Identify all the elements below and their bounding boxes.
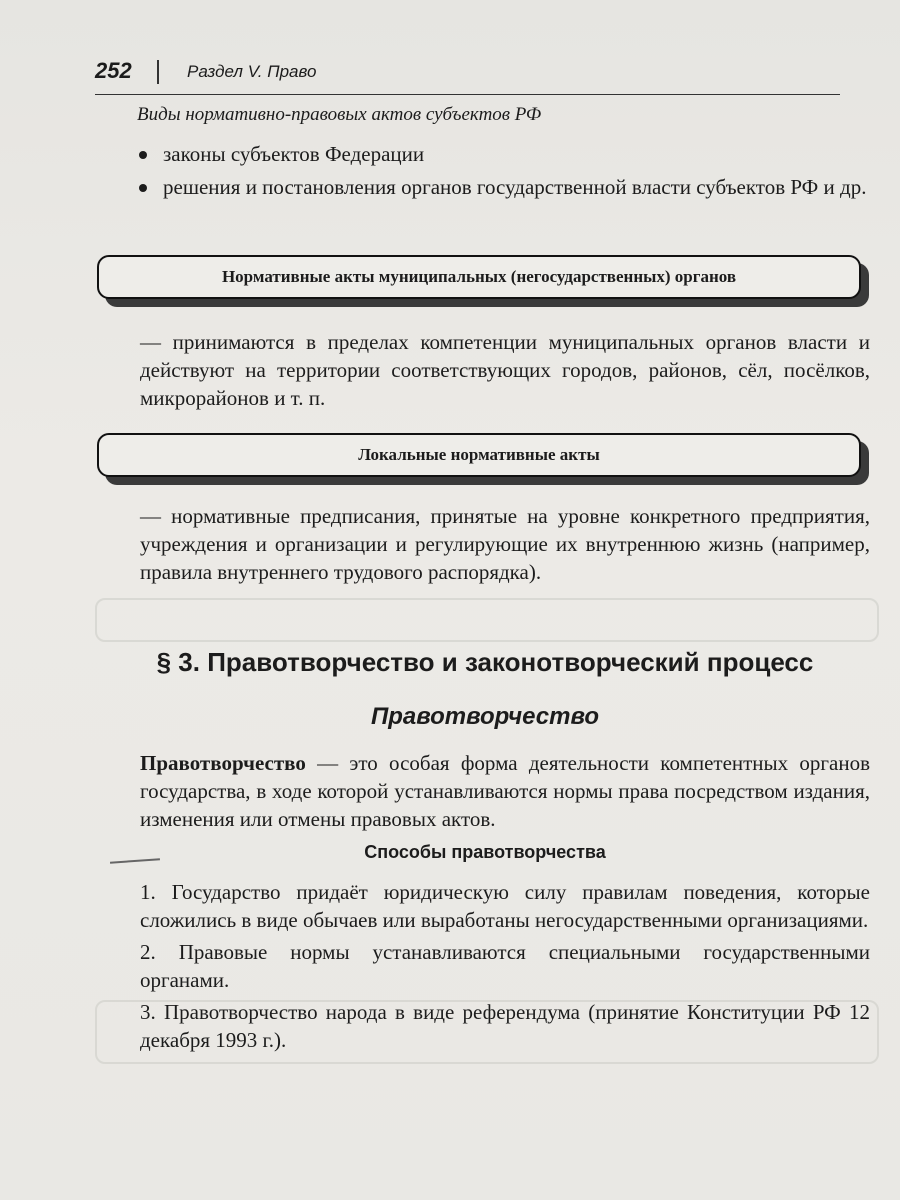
municipal-acts-text: — принимаются в пределах компетенции муниципальных органов власти и действуют на территории соответствующих городов, районов, сёл, посёлков, микрорайонов и т. п. <box>140 330 870 410</box>
local-acts-text: — нормативные предписания, принятые на уровне конкретного предприятия, учреждения и организации и регулирующие их внутреннюю жизнь (например, правила внутреннего трудового распорядка). <box>140 504 870 584</box>
page-number: 252 <box>95 58 132 83</box>
municipal-acts-box <box>97 255 861 299</box>
show-through-box <box>95 1000 879 1064</box>
method-item: 1. Государство придаёт юридическую силу правилам поведения, которые сложились в виде обычаев или выработаны негосударственными организациями. <box>140 880 870 932</box>
local-acts-paragraph <box>100 502 870 586</box>
subjects-acts-heading: Виды нормативно-правовых актов субъектов РФ <box>137 104 542 125</box>
municipal-acts-label: Нормативные акты муниципальных (негосударственных) органов <box>221 267 737 286</box>
local-acts-label: Локальные нормативные акты <box>358 445 600 464</box>
section-title: § 3. Правотворчество и законотворческий процесс <box>156 647 814 677</box>
show-through-box <box>95 598 879 642</box>
list-item-text: решения и постановления органов государственной власти субъектов РФ и др. <box>163 175 867 199</box>
method-item: 3. Правотворчество народа в виде референдума (принятие Конституции РФ 12 декабря 1993 г.). <box>140 1000 870 1052</box>
running-header <box>95 58 840 95</box>
bullet-icon <box>139 184 147 192</box>
definition-body: — это особая форма деятельности компетентных органов государства, в ходе которой устанавливаются нормы права посредством издания, изменения или отмены правовых актов. <box>140 751 870 831</box>
definition-term: Правотворчество <box>140 751 306 775</box>
definition-paragraph <box>100 749 870 833</box>
subjects-acts-list <box>135 140 875 206</box>
subsection-title: Правотворчество <box>370 703 600 730</box>
methods-heading: Способы правотворчества <box>364 842 606 862</box>
method-item: 2. Правовые нормы устанавливаются специальными государственными органами. <box>140 940 870 992</box>
bullet-icon <box>139 151 147 159</box>
header-divider <box>157 60 159 84</box>
local-acts-box <box>97 433 861 477</box>
list-item <box>135 140 875 169</box>
list-item-text: законы субъектов Федерации <box>163 142 425 166</box>
municipal-acts-paragraph <box>100 328 870 412</box>
definition-text <box>100 749 870 833</box>
list-item <box>135 173 875 202</box>
section-name: Раздел V. Право <box>187 62 317 81</box>
